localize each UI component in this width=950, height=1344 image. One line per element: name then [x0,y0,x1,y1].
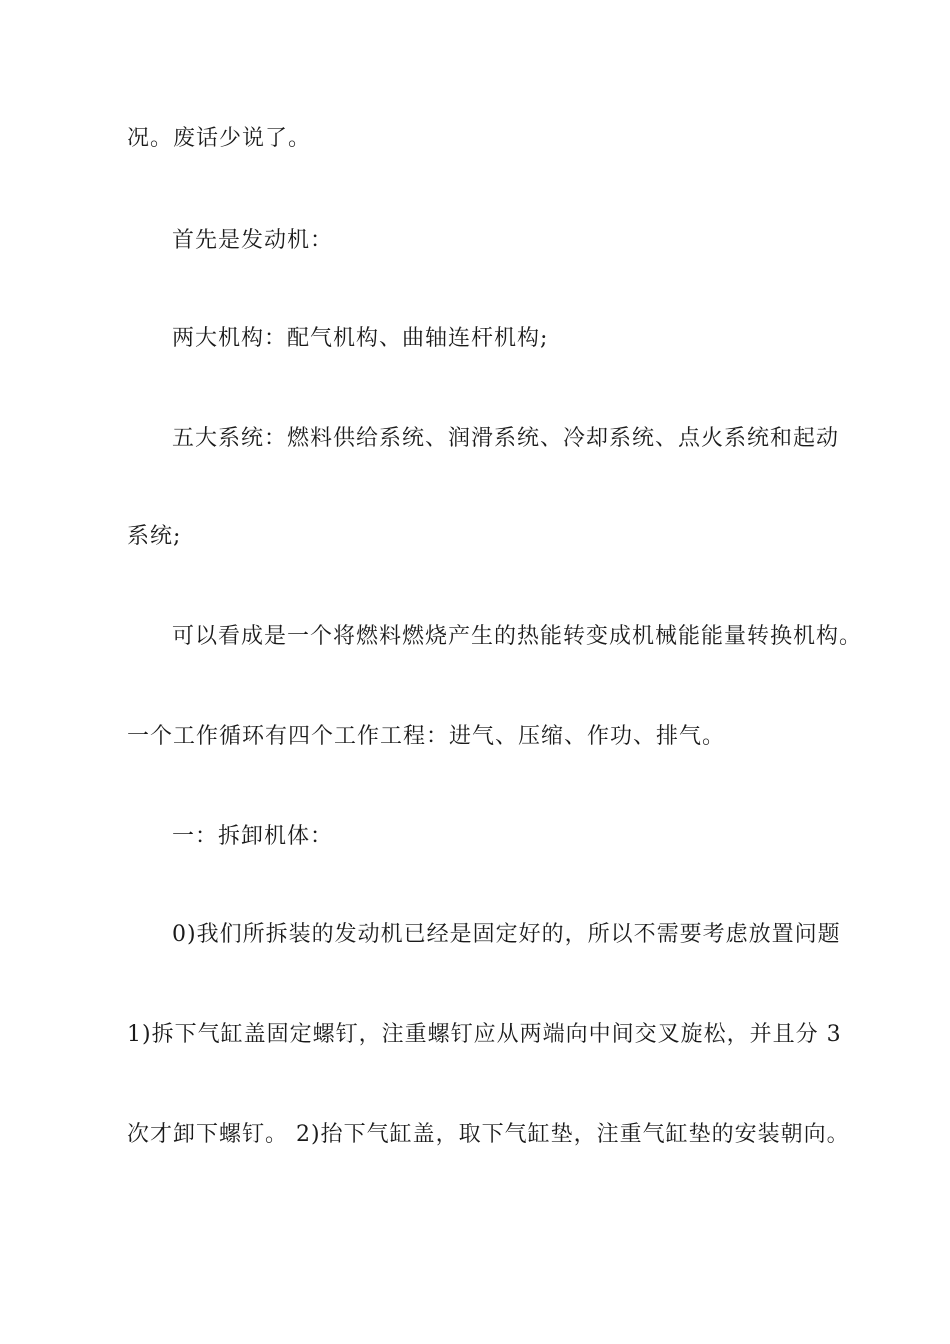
text-line-11: 次才卸下螺钉。 2)抬下气缸盖，取下气缸垫，注重气缸垫的安装朝向。 [127,1122,850,1147]
text-line-8: 一：拆卸机体： [172,824,334,849]
text-line-2: 首先是发动机： [172,228,334,253]
text-line-9: 0)我们所拆装的发动机已经是固定好的，所以不需要考虑放置问题 [172,922,841,947]
text-line-6: 可以看成是一个将燃料燃烧产生的热能转变成机械能能量转换机构。 [172,624,863,649]
text-line-4: 五大系统：燃料供给系统、润滑系统、冷却系统、点火系统和起动 [172,426,840,451]
text-line-10: 1)拆下气缸盖固定螺钉，注重螺钉应从两端向中间交叉旋松，并且分 3 [127,1022,842,1047]
text-line-7: 一个工作循环有四个工作工程：进气、压缩、作功、排气。 [127,724,726,749]
text-line-1: 况。废话少说了。 [127,126,312,151]
text-line-5: 系统; [127,524,182,549]
text-line-3: 两大机构：配气机构、曲轴连杆机构; [172,326,549,351]
